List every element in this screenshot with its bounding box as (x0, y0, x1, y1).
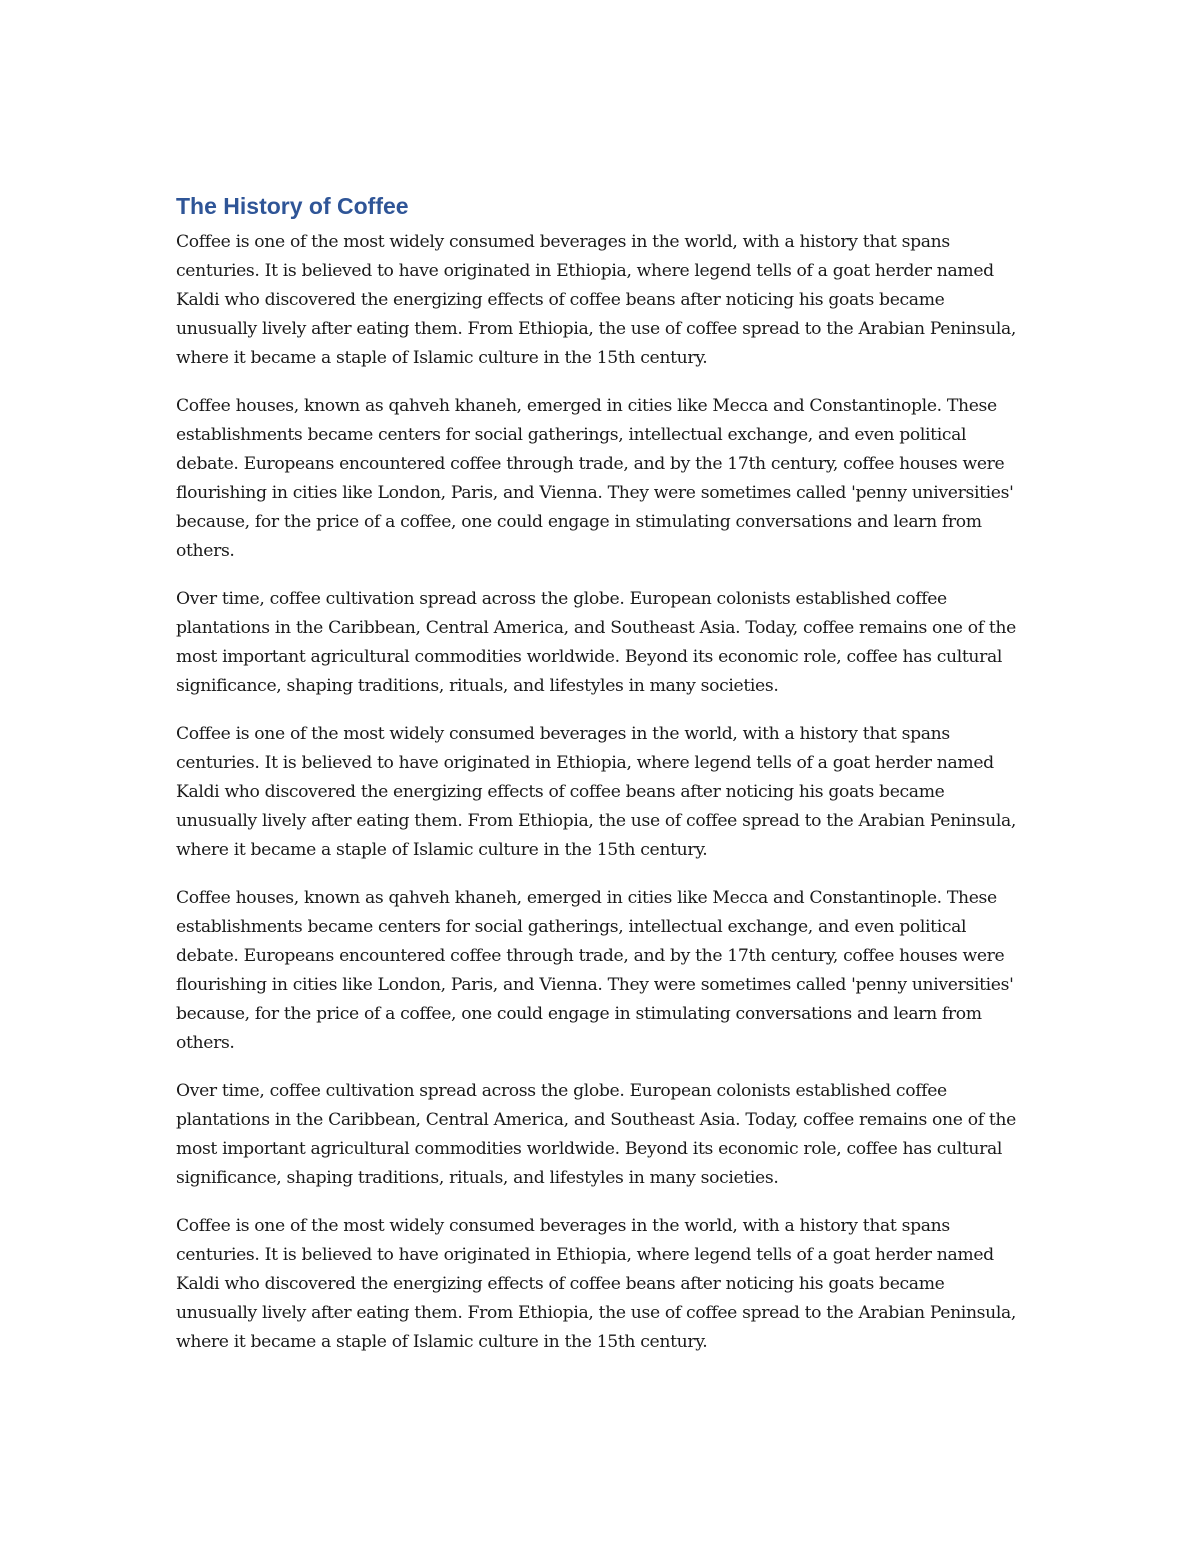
paragraph: Coffee houses, known as qahveh khaneh, emerged in cities like Mecca and Constantinople. These establishments became centers for social gatherings, intellectual exchange, and even political debate. Europeans encountered coffee through trade, and by the 17th century, coffee houses were flourishing in cities like London, Paris, and Vienna. They were sometimes called 'penny universities' because, for the price of a coffee, one could engage in stimulating conversations and learn from others. (176, 888, 1014, 1053)
paragraph: Coffee is one of the most widely consumed beverages in the world, with a history that spans centuries. It is believed to have originated in Ethiopia, where legend tells of a goat herder named Kaldi who discovered the energizing effects of coffee beans after noticing his goats became unusually lively after eating them. From Ethiopia, the use of coffee spread to the Arabian Peninsula, where it became a staple of Islamic culture in the 15th century. (176, 724, 1017, 860)
document-title: The History of Coffee (176, 193, 409, 219)
paragraph: Coffee is one of the most widely consumed beverages in the world, with a history that spans centuries. It is believed to have originated in Ethiopia, where legend tells of a goat herder named Kaldi who discovered the energizing effects of coffee beans after noticing his goats became unusually lively after eating them. From Ethiopia, the use of coffee spread to the Arabian Peninsula, where it became a staple of Islamic culture in the 15th century. (176, 232, 1017, 368)
document-body (176, 190, 1026, 1376)
paragraph: Over time, coffee cultivation spread across the globe. European colonists established coffee plantations in the Caribbean, Central America, and Southeast Asia. Today, coffee remains one of the most important agricultural commodities worldwide. Beyond its economic role, coffee has cultural significance, shaping traditions, rituals, and lifestyles in many societies. (176, 1081, 1016, 1188)
paragraph: Coffee is one of the most widely consumed beverages in the world, with a history that spans centuries. It is believed to have originated in Ethiopia, where legend tells of a goat herder named Kaldi who discovered the energizing effects of coffee beans after noticing his goats became unusually lively after eating them. From Ethiopia, the use of coffee spread to the Arabian Peninsula, where it became a staple of Islamic culture in the 15th century. (176, 1216, 1017, 1352)
paragraph: Over time, coffee cultivation spread across the globe. European colonists established coffee plantations in the Caribbean, Central America, and Southeast Asia. Today, coffee remains one of the most important agricultural commodities worldwide. Beyond its economic role, coffee has cultural significance, shaping traditions, rituals, and lifestyles in many societies. (176, 589, 1016, 696)
paragraph: Coffee houses, known as qahveh khaneh, emerged in cities like Mecca and Constantinople. These establishments became centers for social gatherings, intellectual exchange, and even political debate. Europeans encountered coffee through trade, and by the 17th century, coffee houses were flourishing in cities like London, Paris, and Vienna. They were sometimes called 'penny universities' because, for the price of a coffee, one could engage in stimulating conversations and learn from others. (176, 396, 1014, 561)
